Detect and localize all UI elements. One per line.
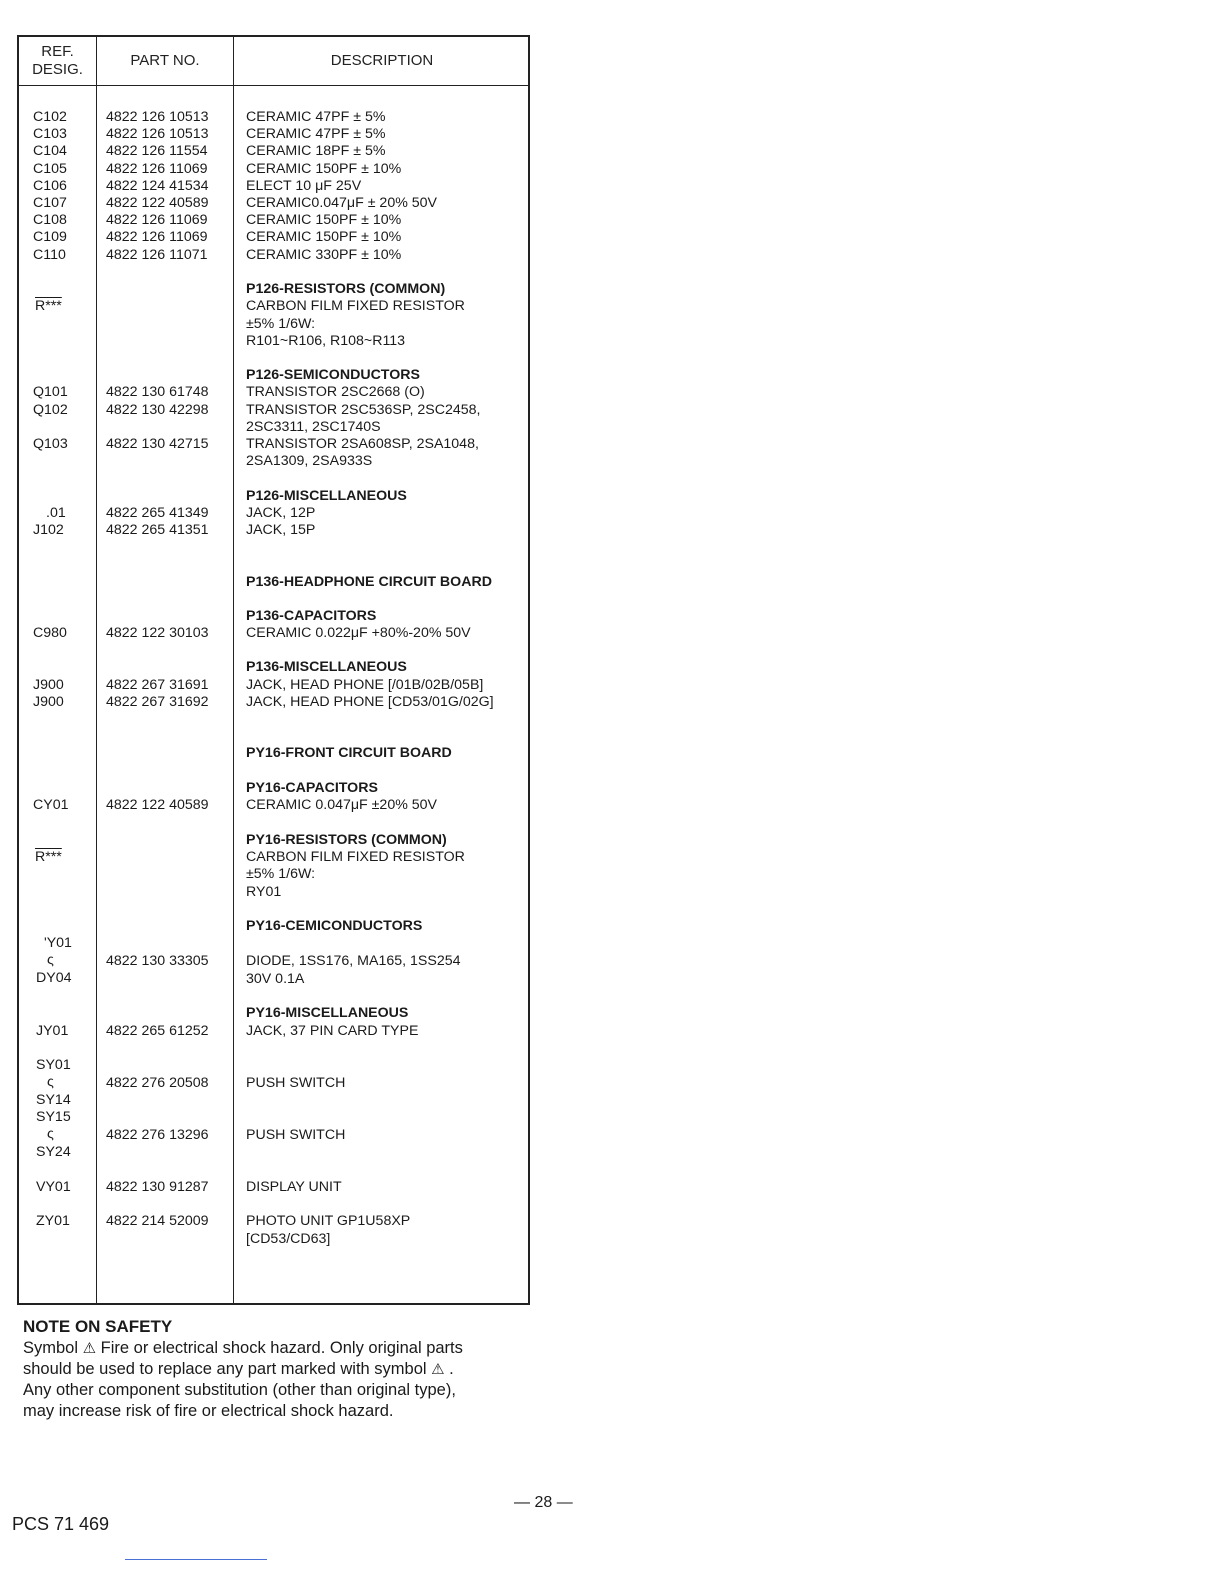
table-row-desc: CERAMIC 47PF ± 5% (246, 126, 386, 142)
table-row-part: 4822 276 13296 (106, 1127, 209, 1143)
table-row-desc: 2SC3311, 2SC1740S (246, 419, 381, 435)
header-part-no: PART NO. (130, 52, 200, 69)
table-row-desc: JACK, 12P (246, 505, 316, 521)
table-row-desc: ±5% 1/6W: (246, 866, 316, 882)
table-row-desc: PHOTO UNIT GP1U58XP (246, 1213, 411, 1229)
safety-line: may increase risk of fire or electrical shock hazard. (23, 1402, 394, 1420)
table-row-desc: TRANSISTOR 2SA608SP, 2SA1048, (246, 436, 479, 452)
table-row-desc: CERAMIC 47PF ± 5% (246, 109, 386, 125)
table-row-part: 4822 130 42715 (106, 436, 209, 452)
table-row-ref: R*** (35, 298, 62, 314)
table-row-part: 4822 122 40589 (106, 797, 209, 813)
table-row-desc: CERAMIC 18PF ± 5% (246, 143, 386, 159)
table-row-desc: JACK, 37 PIN CARD TYPE (246, 1023, 419, 1039)
header-divider (19, 85, 528, 86)
table-row-part: 4822 214 52009 (106, 1213, 209, 1229)
table-row-part: 4822 276 20508 (106, 1075, 209, 1091)
table-row-desc: DIODE, 1SS176, MA165, 1SS254 (246, 953, 461, 969)
table-row-desc: ELECT 10 μF 25V (246, 178, 362, 194)
table-row-ref: C107 (33, 195, 67, 211)
table-row-ref: VY01 (36, 1179, 71, 1195)
safety-line: should be used to replace any part marked with symbol ⚠ . (23, 1360, 454, 1378)
table-row-part: 4822 126 11069 (106, 212, 208, 228)
table-row-part: 4822 122 40589 (106, 195, 209, 211)
table-row-part: 4822 265 41349 (106, 505, 209, 521)
table-row-desc: JACK, HEAD PHONE [/01B/02B/05B] (246, 677, 484, 693)
table-row-ref: J900 (33, 677, 64, 693)
table-row-desc: TRANSISTOR 2SC2668 (O) (246, 384, 425, 400)
document-code: PCS 71 469 (12, 1514, 110, 1534)
range-mark: ς (47, 1074, 54, 1090)
table-row-desc: TRANSISTOR 2SC536SP, 2SC2458, (246, 402, 481, 418)
page-number: — 28 — (514, 1494, 573, 1511)
table-row-ref: C102 (33, 109, 67, 125)
table-row-ref: C106 (33, 178, 67, 194)
safety-line: Symbol ⚠ Fire or electrical shock hazard. Only original parts (23, 1339, 463, 1357)
table-row-ref: SY15 (36, 1109, 71, 1125)
safety-line: Any other component substitution (other than original type), (23, 1381, 456, 1399)
section-heading: PY16-CEMICONDUCTORS (246, 918, 423, 934)
table-row-ref: ZY01 (36, 1213, 70, 1229)
section-heading: P136-MISCELLANEOUS (246, 659, 407, 675)
table-row-ref: Q101 (33, 384, 68, 400)
table-row-ref: J102 (33, 522, 64, 538)
table-row-desc: CERAMIC 0.022μF +80%-20% 50V (246, 625, 471, 641)
table-row-desc: ±5% 1/6W: (246, 316, 316, 332)
table-row-ref: .01 (46, 505, 66, 521)
table-row-part: 4822 126 11554 (106, 143, 208, 159)
table-row-part: 4822 126 11071 (106, 247, 208, 263)
header-description: DESCRIPTION (330, 52, 434, 69)
table-row-desc: R101~R106, R108~R113 (246, 333, 406, 349)
table-row-ref: SY14 (36, 1092, 71, 1108)
header-ref-label: REF. DESIG. (32, 43, 83, 78)
table-row-desc: RY01 (246, 884, 282, 900)
section-heading: P136-CAPACITORS (246, 608, 377, 624)
table-row-ref: Q103 (33, 436, 68, 452)
column-divider-1 (96, 37, 97, 1303)
table-row-desc: DISPLAY UNIT (246, 1179, 342, 1195)
range-mark: ς (47, 1126, 54, 1142)
table-row-desc: CARBON FILM FIXED RESISTOR (246, 849, 465, 865)
table-row-ref: C104 (33, 143, 67, 159)
table-row-ref: R*** (35, 849, 62, 865)
table-row-part: 4822 126 10513 (106, 109, 209, 125)
section-heading: PY16-CAPACITORS (246, 780, 378, 796)
section-heading: P126-MISCELLANEOUS (246, 488, 407, 504)
table-row-ref: J900 (33, 694, 64, 710)
table-row-part: 4822 130 61748 (106, 384, 209, 400)
table-row-part: 4822 265 41351 (106, 522, 209, 538)
table-row-desc: CERAMIC0.047μF ± 20% 50V (246, 195, 438, 211)
table-row-desc: JACK, HEAD PHONE [CD53/01G/02G] (246, 694, 494, 710)
table-row-desc: PUSH SWITCH (246, 1127, 346, 1143)
table-row-desc: CERAMIC 330PF ± 10% (246, 247, 402, 263)
table-row-part: 4822 122 30103 (106, 625, 209, 641)
column-divider-2 (233, 37, 234, 1303)
table-row-desc: JACK, 15P (246, 522, 316, 538)
table-row-desc: CERAMIC 150PF ± 10% (246, 229, 402, 245)
range-mark: ς (47, 952, 54, 968)
table-row-part: 4822 124 41534 (106, 178, 209, 194)
header-ref-desig (19, 37, 96, 85)
table-row-part: 4822 126 11069 (106, 229, 208, 245)
table-row-ref: Q102 (33, 402, 68, 418)
table-row-part: 4822 126 11069 (106, 161, 208, 177)
table-row-ref: DY04 (36, 970, 72, 986)
table-row-desc: CERAMIC 150PF ± 10% (246, 161, 402, 177)
table-row-ref: JY01 (36, 1023, 69, 1039)
table-row-part: 4822 130 33305 (106, 953, 209, 969)
table-row-ref: SY24 (36, 1144, 71, 1160)
table-row-part: 4822 265 61252 (106, 1023, 209, 1039)
table-row-desc: CERAMIC 0.047μF ±20% 50V (246, 797, 438, 813)
table-row-desc: 2SA1309, 2SA933S (246, 453, 373, 469)
table-row-part: 4822 130 91287 (106, 1179, 209, 1195)
table-row-ref: SY01 (36, 1057, 71, 1073)
table-row-ref: C109 (33, 229, 67, 245)
table-row-desc: CARBON FILM FIXED RESISTOR (246, 298, 465, 314)
section-heading: P126-SEMICONDUCTORS (246, 367, 420, 383)
table-row-ref: C105 (33, 161, 67, 177)
table-row-part: 4822 267 31691 (106, 677, 209, 693)
table-row-desc: [CD53/CD63] (246, 1231, 331, 1247)
section-heading: PY16-RESISTORS (COMMON) (246, 832, 447, 848)
table-row-ref: CY01 (33, 797, 69, 813)
table-row-ref: C110 (33, 247, 66, 263)
table-row-ref: 'Y01 (44, 935, 72, 951)
table-row-ref: C108 (33, 212, 67, 228)
section-heading: P136-HEADPHONE CIRCUIT BOARD (246, 574, 492, 590)
warning-icon: ⚠ (431, 1361, 445, 1378)
table-row-desc: CERAMIC 150PF ± 10% (246, 212, 402, 228)
warning-icon: ⚠ (82, 1340, 97, 1357)
section-heading: PY16-FRONT CIRCUIT BOARD (246, 745, 452, 761)
table-row-part: 4822 130 42298 (106, 402, 209, 418)
table-row-part: 4822 267 31692 (106, 694, 209, 710)
table-row-part: 4822 126 10513 (106, 126, 209, 142)
table-row-ref: C103 (33, 126, 67, 142)
table-row-desc: PUSH SWITCH (246, 1075, 346, 1091)
table-row-ref: C980 (33, 625, 67, 641)
section-heading: PY16-MISCELLANEOUS (246, 1005, 409, 1021)
section-heading: P126-RESISTORS (COMMON) (246, 281, 446, 297)
table-row-desc: 30V 0.1A (246, 971, 305, 987)
safety-title: NOTE ON SAFETY (23, 1317, 173, 1336)
footer-rule (125, 1559, 267, 1560)
